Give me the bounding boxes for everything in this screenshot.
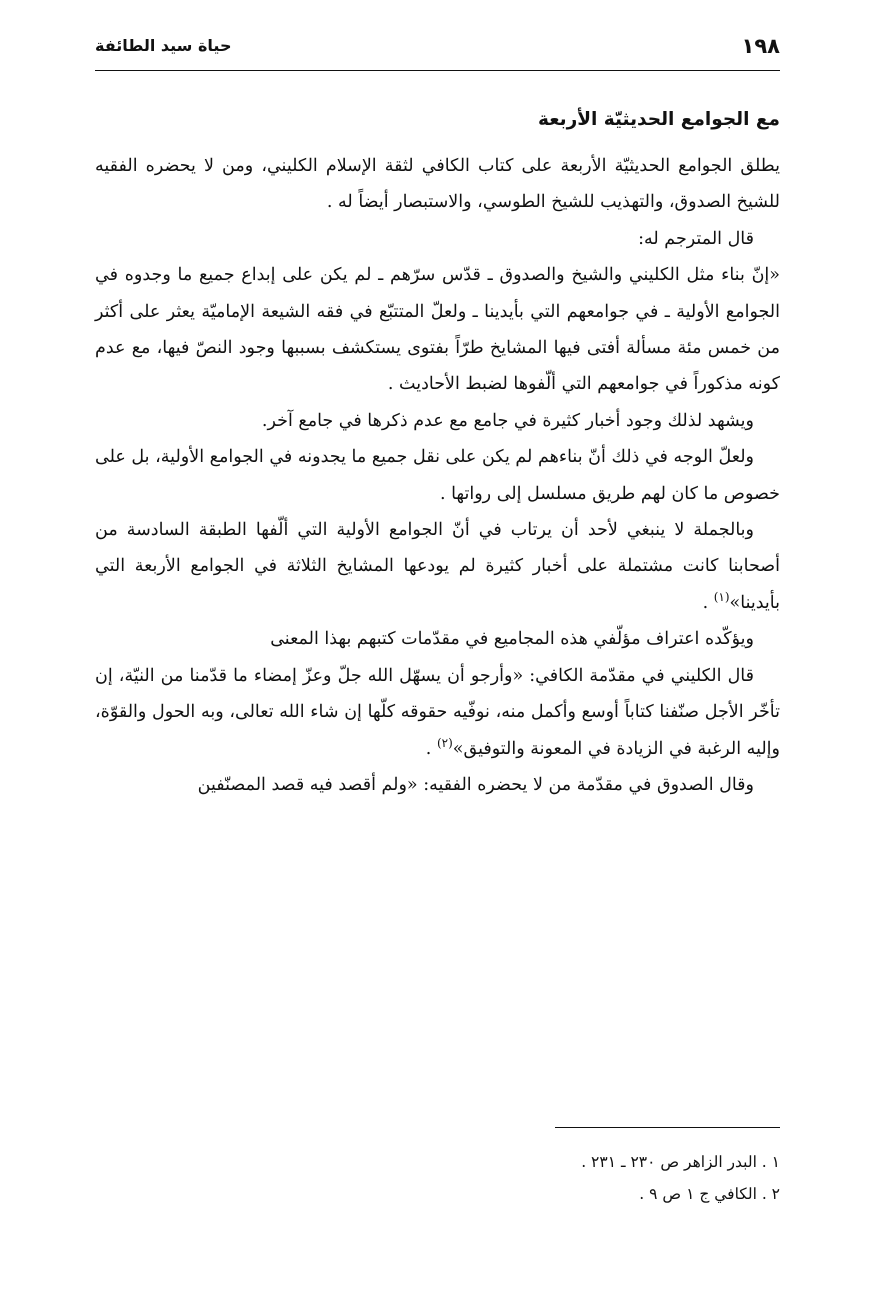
- paragraph: وبالجملة لا ينبغي لأحد أن يرتاب في أنّ الجوامع الأولية التي ألّفها الطبقة السادسة من أصحابنا كانت مشتملة على أخبار كثيرة لم يودعها المشايخ الثلاثة في الجوامع الأربعة التي بأيدينا»$^{(١)}$ .: [95, 520, 780, 613]
- running-title: حياة سيد الطائفة: [95, 36, 232, 55]
- footnote-2: ٢ . الكافي ج ١ ص ٩ .: [639, 1185, 780, 1203]
- quote-paragraph: «إنّ بناء مثل الكليني والشيخ والصدوق ـ قدّس سرّهم ـ لم يكن على إبداع جميع ما وجدوه في الجوامع الأولية ـ في جوامعهم التي بأيدينا ـ ولعلّ المتتبّع في فقه الشيعة الإماميّة يعثر على أكثر من خمس مئة مسألة أفتى فيها المشايخ طرّاً بفتوى يستكشف بسببها وجود النصّ فيها، مع عدم كونه مذكوراً في جوامعهم التي ألّفوها لضبط الأحاديث .: [95, 265, 780, 395]
- section-title: مع الجوامع الحديثيّة الأربعة: [537, 109, 780, 130]
- footnote-rule: [555, 1127, 780, 1128]
- running-head: [95, 32, 780, 68]
- footnote-ref-2: (٢): [436, 735, 453, 750]
- paragraph: وقال الصدوق في مقدّمة من لا يحضره الفقيه: «ولم أقصد فيه قصد المصنّفين: [197, 774, 754, 795]
- paragraph: قال المترجم له:: [638, 228, 754, 249]
- footnote-1: ١ . البدر الزاهر ص ٢٣٠ ـ ٢٣١ .: [581, 1153, 780, 1171]
- paragraph: يطلق الجوامع الحديثيّة الأربعة على كتاب الكافي لثقة الإسلام الكليني، ومن لا يحضره الفقيه للشيخ الصدوق، والتهذيب للشيخ الطوسي، والاستبصار أيضاً له .: [95, 156, 780, 213]
- paragraph: ولعلّ الوجه في ذلك أنّ بناءهم لم يكن على نقل جميع ما يجدونه في الجوامع الأولية، بل على خصوص ما كان لهم طريق مسلسل إلى رواتها .: [95, 447, 780, 504]
- footnotes: [95, 1146, 780, 1210]
- page-body: [95, 98, 780, 803]
- header-rule: [95, 70, 780, 71]
- paragraph: ويؤكّده اعتراف مؤلّفي هذه المجاميع في مقدّمات كتبهم بهذا المعنى: [270, 629, 754, 650]
- footnote-ref-1: (١): [713, 590, 730, 605]
- paragraph: قال الكليني في مقدّمة الكافي: «وأرجو أن يسهّل الله جلّ وعزّ إمضاء ما قدّمنا من النيّة، إن تأخّر الأجل صنّفنا كتاباً أوسع وأكمل منه، نوفّيه حقوقه كلّها إن شاء الله تعالى، وبه الحول والقوّة، وإليه الرغبة في الزيادة في المعونة والتوفيق»$^{(٢)}$ .: [95, 665, 780, 759]
- page-number: ١٩٨: [741, 34, 780, 58]
- paragraph: ويشهد لذلك وجود أخبار كثيرة في جامع مع عدم ذكرها في جامع آخر.: [261, 410, 754, 431]
